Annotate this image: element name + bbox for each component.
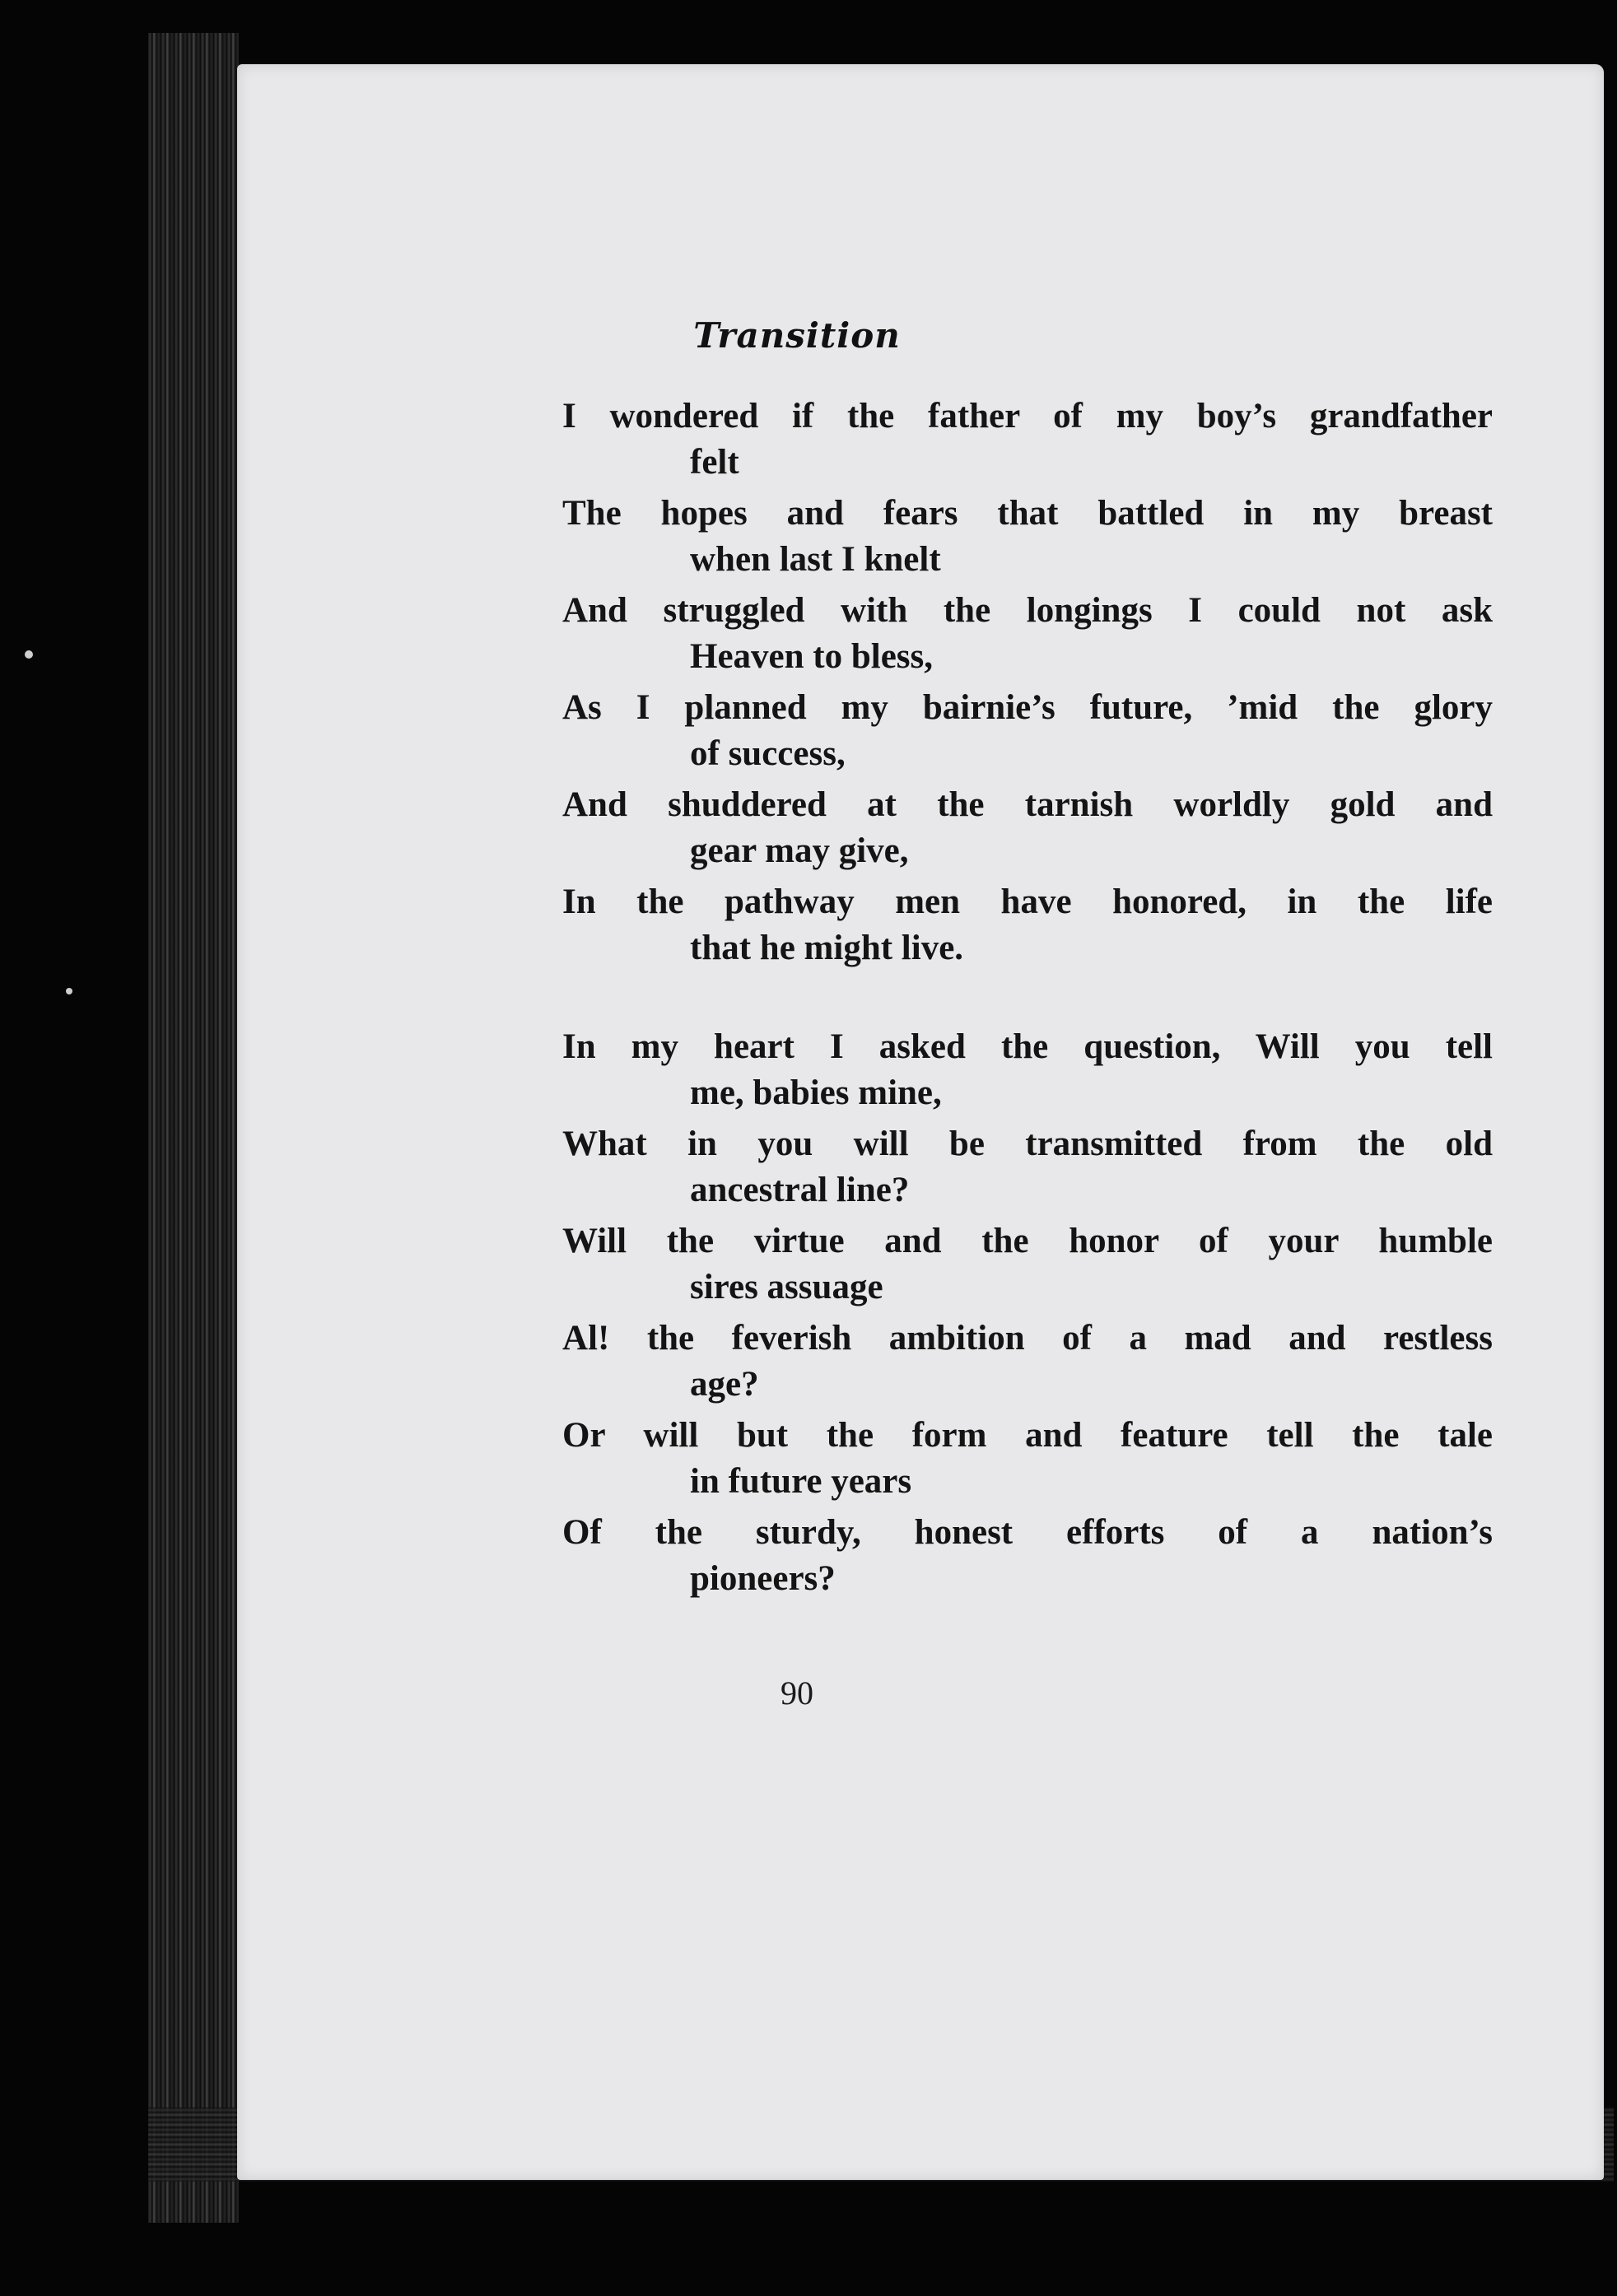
verse-line: And struggled with the longings I could not ask xyxy=(562,591,1493,630)
verse-line-continuation: ancestral line? xyxy=(690,1171,910,1209)
verse-line-continuation: that he might live. xyxy=(690,929,964,967)
poem-body xyxy=(562,394,1493,1655)
verse-line: Of the sturdy, honest efforts of a nation’s xyxy=(562,1513,1493,1552)
book-page-edges xyxy=(148,33,239,2223)
verse-line: The hopes and fears that battled in my breast xyxy=(562,494,1493,533)
verse-line: In my heart I asked the question, Will you tell xyxy=(562,1027,1493,1066)
verse-line: What in you will be transmitted from the old xyxy=(562,1125,1493,1163)
verse-line: Will the virtue and the honor of your humble xyxy=(562,1222,1493,1260)
page-number: 90 xyxy=(781,1674,813,1712)
verse-line-continuation: in future years xyxy=(690,1462,912,1501)
poem-title: Transition xyxy=(693,315,901,356)
verse-line: In the pathway men have honored, in the life xyxy=(562,883,1493,921)
scan-speck xyxy=(25,650,33,659)
stanza-1 xyxy=(562,394,1493,971)
verse-line-continuation: when last I knelt xyxy=(690,540,941,579)
stanza-2 xyxy=(562,1024,1493,1602)
verse-line: As I planned my bairnie’s future, ’mid the glory xyxy=(562,688,1493,727)
verse-line-continuation: sires assuage xyxy=(690,1268,883,1306)
book-page xyxy=(237,64,1604,2180)
verse-line: I wondered if the father of my boy’s grandfather xyxy=(562,397,1493,435)
verse-line-continuation: Heaven to bless, xyxy=(690,637,934,676)
verse-line-continuation: me, babies mine, xyxy=(690,1073,942,1112)
verse-line: Al! the feverish ambition of a mad and restless xyxy=(562,1319,1493,1358)
verse-line-continuation: felt xyxy=(690,443,739,482)
verse-line: And shuddered at the tarnish worldly gold and xyxy=(562,785,1493,824)
verse-line-continuation: of success, xyxy=(690,734,846,773)
scan-speck xyxy=(66,988,72,994)
verse-line-continuation: pioneers? xyxy=(690,1559,836,1598)
verse-line: Or will but the form and feature tell the tale xyxy=(562,1416,1493,1455)
verse-line-continuation: age? xyxy=(690,1365,759,1404)
verse-line-continuation: gear may give, xyxy=(690,831,909,870)
